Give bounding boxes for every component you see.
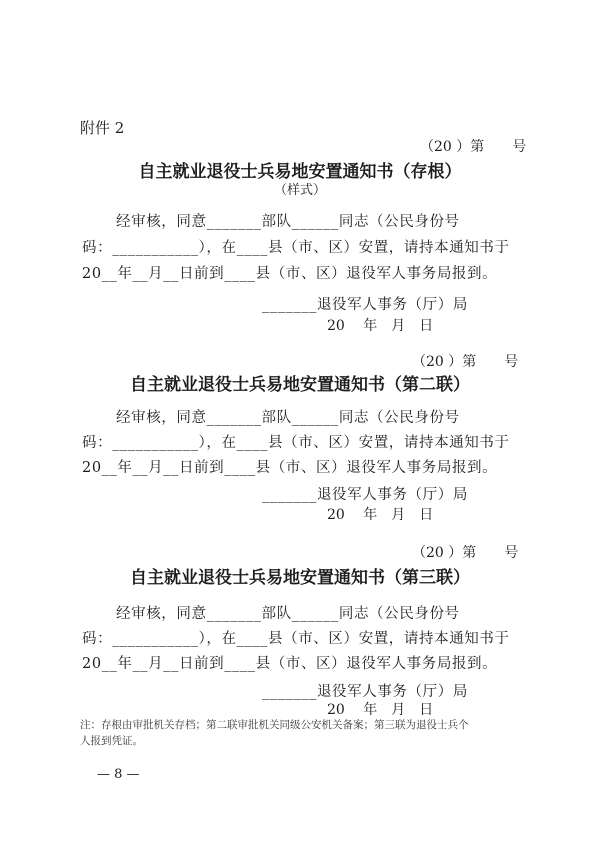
- body-line-2: 码：___________），在____县（市、区）安置，请持本通知书于: [82, 631, 510, 647]
- notice-subtitle: （样式）: [273, 183, 326, 198]
- body-line-3: 20__年__月__日前到____县（市、区）退役军人事务局报到。: [82, 266, 498, 282]
- footnote-line-2: 人报到凭证。: [80, 735, 143, 747]
- document-number: （20 ）第 号: [412, 545, 519, 561]
- document-number: （20 ）第 号: [420, 139, 527, 155]
- body-line-2: 码：___________），在____县（市、区）安置，请持本通知书于: [82, 240, 510, 256]
- issuing-office-signature: _______退役军人事务（厅）局: [262, 297, 468, 313]
- footnote-line-1: 注：存根由审批机关存档；第二联审批机关同级公安机关备案；第三联为退役士兵个: [80, 719, 469, 731]
- body-line-3: 20__年__月__日前到____县（市、区）退役军人事务局报到。: [82, 460, 498, 476]
- body-line-1: 经审核，同意_______部队______同志（公民身份号: [116, 606, 460, 622]
- issue-date: 20 年 月 日: [327, 507, 434, 523]
- issuing-office-signature: _______退役军人事务（厅）局: [262, 684, 468, 700]
- document-number: （20 ）第 号: [412, 354, 519, 370]
- issue-date: 20 年 月 日: [327, 318, 434, 334]
- body-line-2: 码：___________），在____县（市、区）安置，请持本通知书于: [82, 435, 510, 451]
- issuing-office-signature: _______退役军人事务（厅）局: [262, 487, 468, 503]
- attachment-label: 附件 2: [80, 119, 125, 137]
- notice-title: 自主就业退役士兵易地安置通知书（第三联）: [130, 568, 470, 588]
- body-line-1: 经审核，同意_______部队______同志（公民身份号: [116, 214, 460, 230]
- issue-date: 20 年 月 日: [327, 702, 434, 718]
- notice-title: 自主就业退役士兵易地安置通知书（第二联）: [130, 375, 470, 395]
- body-line-1: 经审核，同意_______部队______同志（公民身份号: [116, 410, 460, 426]
- body-line-3: 20__年__月__日前到____县（市、区）退役军人事务局报到。: [82, 656, 498, 672]
- notice-title: 自主就业退役士兵易地安置通知书（存根）: [138, 162, 462, 182]
- page-number: — 8 —: [97, 767, 140, 782]
